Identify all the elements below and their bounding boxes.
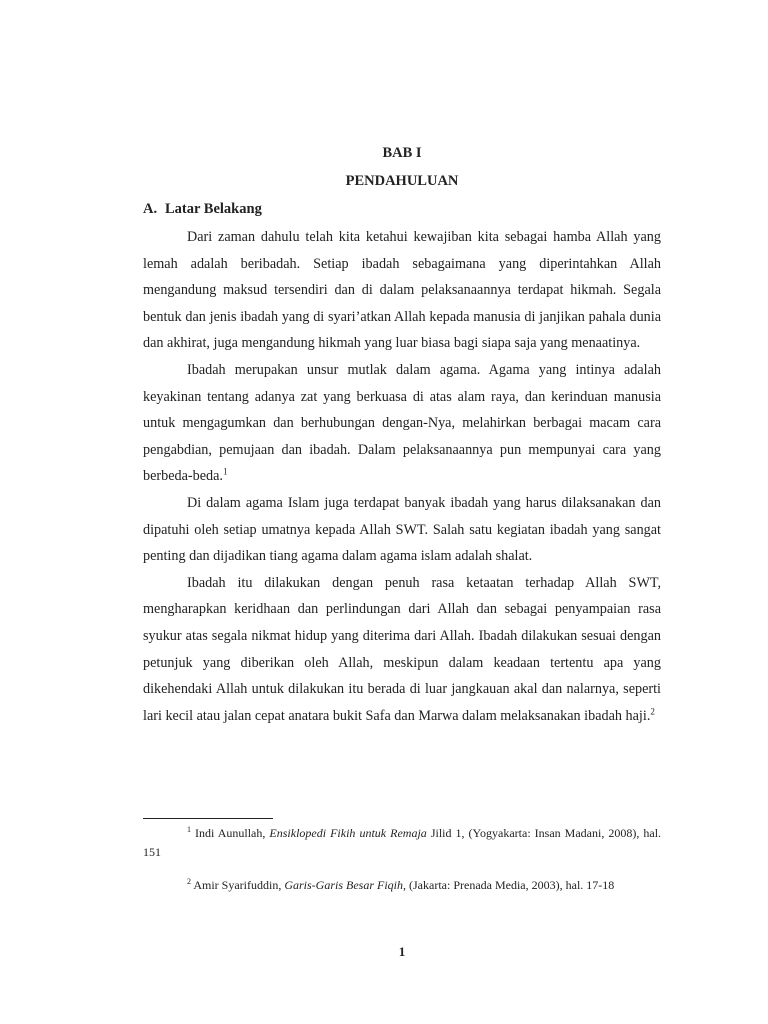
footnote-title: Ensiklopedi Fikih untuk Remaja <box>269 826 427 840</box>
footnote-reference: 1 <box>222 466 228 477</box>
paragraph <box>143 570 661 730</box>
paragraph-text: Di dalam agama Islam juga terdapat banyak ibadah yang harus dilaksanakan dan dipatuhi oleh setiap umatnya kepada Allah SWT. Salah satu kegiatan ibadah yang sangat penting dan dijadikan tiang agama dalam agama islam adalah shalat. <box>143 494 661 565</box>
footnote-separator <box>143 818 273 819</box>
footnotes <box>143 824 661 895</box>
footnote <box>143 824 661 862</box>
paragraph-text: Dari zaman dahulu telah kita ketahui kewajiban kita sebagai hamba Allah yang lemah adalah beribadah. Setiap ibadah sebagaimana yang diperintahkan Allah mengandung maksud tersendiri dan di dalam pelaksanaannya terdapat hikmah. Segala bentuk dan jenis ibadah yang di syari’atkan Allah kepada manusia di janjikan pahala dunia dan akhirat, juga mengandung hikmah yang luar biasa bagi siapa saja yang menaatinya. <box>143 229 661 352</box>
paragraph <box>143 357 661 490</box>
section-marker: A. <box>143 201 158 217</box>
footnote-details: Jilid 1, (Yogyakarta: Insan Madani, 2008), hal. 151 <box>143 826 662 859</box>
chapter-number: BAB I <box>382 145 422 161</box>
footnote-number: 2 <box>187 877 191 886</box>
footnote-author: Indi Aunullah, <box>195 826 266 840</box>
section-title: Latar Belakang <box>165 201 262 217</box>
paragraph-text: Ibadah itu dilakukan dengan penuh rasa ketaatan terhadap Allah SWT, mengharapkan keridhaan dan perlindungan dari Allah dan sebagai penyampaian rasa syukur atas segala nikmat hidup yang diterima dari Allah. Ibadah dilakukan sesuai dengan petunjuk yang diberikan oleh Allah, meskipun dalam keadaan tertentu apa yang dikehendaki Allah untuk dilakukan itu berada di luar jangkauan akal dan nalarnya, seperti lari kecil atau jalan cepat anatara bukit Safa dan Marwa dalam melaksanakan ibadah haji. <box>143 574 661 724</box>
body-text <box>143 224 661 729</box>
footnote-details: (Jakarta: Prenada Media, 2003), hal. 17-18 <box>409 878 615 892</box>
page-number: 1 <box>398 944 406 959</box>
footnote-number: 1 <box>187 825 191 834</box>
chapter-title: PENDAHULUAN <box>345 173 459 189</box>
paragraph <box>143 490 661 570</box>
paragraph <box>143 224 661 357</box>
section-heading <box>143 201 262 218</box>
footnote-author: Amir Syarifuddin, <box>193 878 282 892</box>
footnote-reference: 2 <box>650 705 655 716</box>
footnote <box>143 876 661 895</box>
footnote-title: Garis-Garis Besar Fiqih, <box>284 878 407 892</box>
paragraph-text: Ibadah merupakan unsur mutlak dalam agama. Agama yang intinya adalah keyakinan tentang adanya zat yang berkuasa di atas alam raya, dan kerinduan manusia untuk mengagumkan dan berhubungan dengan-Nya, melahirkan berbagai macam cara pengabdian, pemujaan dan ibadah. Dalam pelaksanaannya pun mempunyai cara yang berbeda-beda. <box>143 361 661 485</box>
